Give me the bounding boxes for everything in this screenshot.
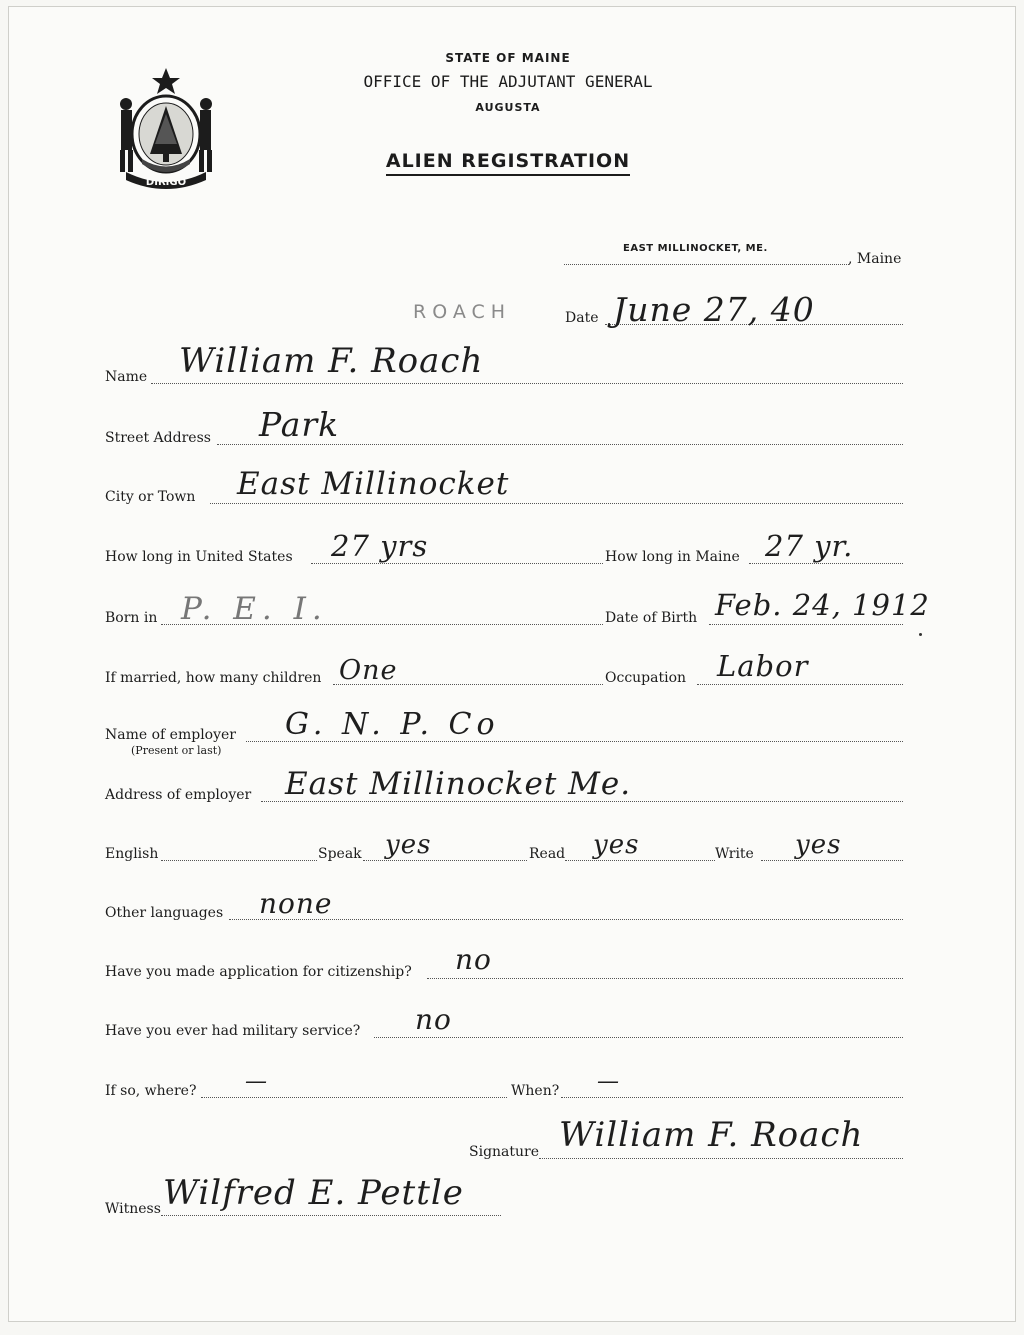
occupation-line — [697, 684, 903, 685]
other-languages-label: Other languages — [105, 905, 224, 921]
signature-line — [539, 1158, 903, 1159]
name-label: Name — [105, 369, 148, 385]
speak-value: yes — [385, 830, 432, 860]
how-long-us-value: 27 yrs — [331, 529, 429, 563]
dob-line — [709, 624, 903, 625]
citizenship-line — [427, 978, 903, 979]
speak-line — [363, 860, 527, 861]
how-long-maine-line — [749, 563, 903, 564]
witness-line — [161, 1215, 501, 1216]
speak-label: Speak — [318, 846, 362, 862]
occupation-value: Labor — [717, 649, 809, 683]
children-value: One — [339, 655, 398, 686]
dob-label: Date of Birth — [605, 610, 698, 626]
street-value: Park — [259, 405, 340, 444]
name-value: William F. Roach — [179, 341, 484, 381]
write-value: yes — [795, 830, 842, 860]
military-line — [374, 1037, 903, 1038]
city-label: City or Town — [105, 489, 196, 505]
city-line — [210, 503, 903, 504]
when-label: When? — [511, 1083, 560, 1099]
how-long-us-line — [311, 563, 603, 564]
signature-label: Signature — [469, 1144, 540, 1160]
header-state: STATE OF MAINE — [445, 51, 571, 65]
born-in-value: P. E. I. — [181, 591, 328, 627]
pencil-surname-note: ROACH — [413, 301, 512, 323]
how-long-maine-label: How long in Maine — [605, 549, 740, 565]
seal-motto: DIRIGO — [145, 177, 187, 188]
citizenship-value: no — [455, 943, 492, 976]
witness-label: Witness — [105, 1201, 161, 1217]
street-label: Street Address — [105, 430, 211, 446]
read-line — [565, 860, 715, 861]
english-label: English — [105, 846, 159, 862]
citizenship-label: Have you made application for citizenship? — [105, 964, 412, 980]
signature-value: William F. Roach — [559, 1115, 864, 1155]
where-label: If so, where? — [105, 1083, 197, 1099]
write-line — [761, 860, 903, 861]
where-line — [201, 1097, 507, 1098]
how-long-maine-value: 27 yr. — [765, 529, 854, 563]
registration-form — [8, 6, 1016, 1322]
when-line — [561, 1097, 903, 1098]
military-label: Have you ever had military service? — [105, 1023, 361, 1039]
employer-sublabel: (Present or last) — [131, 744, 222, 757]
form-title: ALIEN REGISTRATION — [4, 150, 1012, 172]
header-city: AUGUSTA — [475, 101, 541, 114]
location-stamp: EAST MILLINOCKET, ME. — [623, 243, 768, 254]
name-line — [151, 383, 903, 384]
dob-value: Feb. 24, 1912 — [715, 588, 930, 622]
military-value: no — [415, 1003, 452, 1036]
read-value: yes — [593, 830, 640, 860]
born-in-label: Born in — [105, 610, 158, 626]
employer-address-label: Address of employer — [105, 787, 252, 803]
ink-speck — [919, 633, 922, 636]
employer-value: G. N. P. Co — [285, 707, 500, 742]
employer-address-value: East Millinocket Me. — [285, 766, 632, 802]
write-label: Write — [715, 846, 754, 862]
children-label: If married, how many children — [105, 670, 322, 686]
city-value: East Millinocket — [237, 466, 510, 502]
english-line — [161, 860, 317, 861]
location-suffix: , Maine — [848, 251, 902, 267]
how-long-us-label: How long in United States — [105, 549, 293, 565]
other-languages-value: none — [259, 887, 333, 920]
where-value: — — [245, 1069, 268, 1094]
witness-value: Wilfred E. Pettle — [163, 1173, 464, 1213]
read-label: Read — [529, 846, 566, 862]
date-value: June 27, 40 — [613, 290, 815, 329]
occupation-label: Occupation — [605, 670, 687, 686]
street-line — [217, 444, 903, 445]
header-office: OFFICE OF THE ADJUTANT GENERAL — [363, 72, 653, 91]
location-line — [564, 264, 849, 265]
employer-label: Name of employer — [105, 727, 236, 743]
date-label: Date — [565, 310, 599, 326]
when-value: — — [597, 1069, 620, 1094]
